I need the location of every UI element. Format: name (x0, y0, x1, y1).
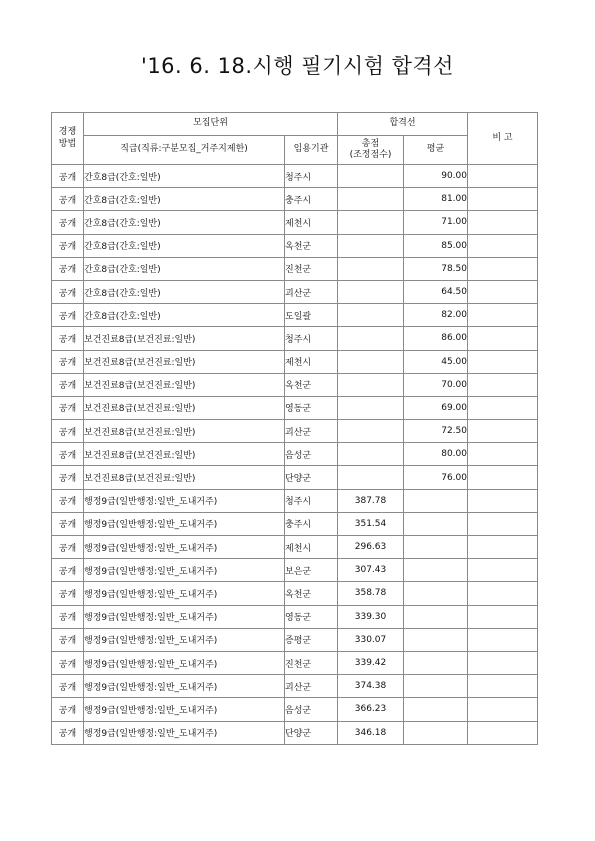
cell-average (404, 536, 468, 559)
cell-job: 행정9급(일반행정:일반_도내거주) (84, 651, 285, 674)
cell-agency: 음성군 (285, 443, 338, 466)
cell-total: 351.54 (338, 512, 404, 535)
table-row (52, 582, 538, 605)
cell-note (468, 559, 538, 582)
cell-average (404, 489, 468, 512)
cell-method: 공개 (52, 582, 84, 605)
cell-note (468, 373, 538, 396)
cell-method: 공개 (52, 698, 84, 721)
cell-job: 간호8급(간호:일반) (84, 211, 285, 234)
cell-total (338, 188, 404, 211)
cell-total (338, 420, 404, 443)
cell-total: 366.23 (338, 698, 404, 721)
cell-method: 공개 (52, 628, 84, 651)
cell-average (404, 675, 468, 698)
header-method-line1: 경쟁 (58, 127, 77, 138)
table-row (52, 373, 538, 396)
cell-agency: 영동군 (285, 396, 338, 419)
cell-method: 공개 (52, 651, 84, 674)
cell-method: 공개 (52, 489, 84, 512)
cell-agency: 증평군 (285, 628, 338, 651)
cell-total (338, 234, 404, 257)
cell-agency: 청주시 (285, 489, 338, 512)
cell-note (468, 489, 538, 512)
cell-average (404, 628, 468, 651)
header-cutoff: 합격선 (338, 113, 468, 136)
cell-total (338, 327, 404, 350)
cell-average: 71.00 (404, 211, 468, 234)
cell-agency: 청주시 (285, 165, 338, 188)
cell-method: 공개 (52, 443, 84, 466)
table-row (52, 188, 538, 211)
table-row (52, 605, 538, 628)
cell-job: 보건진료8급(보건진료:일반) (84, 350, 285, 373)
table-row (52, 675, 538, 698)
cell-agency: 음성군 (285, 698, 338, 721)
header-agency: 임용기관 (285, 136, 338, 165)
cell-job: 행정9급(일반행정:일반_도내거주) (84, 512, 285, 535)
header-total-line1: 총점 (361, 138, 380, 149)
cell-total: 374.38 (338, 675, 404, 698)
cell-job: 행정9급(일반행정:일반_도내거주) (84, 675, 285, 698)
cell-method: 공개 (52, 605, 84, 628)
cell-agency: 괴산군 (285, 675, 338, 698)
cell-method: 공개 (52, 211, 84, 234)
cell-total (338, 257, 404, 280)
table-row (52, 420, 538, 443)
cell-method: 공개 (52, 721, 84, 744)
cell-method: 공개 (52, 559, 84, 582)
cell-average: 69.00 (404, 396, 468, 419)
cell-job: 보건진료8급(보건진료:일반) (84, 396, 285, 419)
cell-method: 공개 (52, 304, 84, 327)
cell-total: 339.30 (338, 605, 404, 628)
cell-note (468, 420, 538, 443)
cell-method: 공개 (52, 536, 84, 559)
table-row (52, 304, 538, 327)
cell-job: 행정9급(일반행정:일반_도내거주) (84, 721, 285, 744)
table-row (52, 327, 538, 350)
cell-note (468, 327, 538, 350)
cell-total: 330.07 (338, 628, 404, 651)
cell-total: 307.43 (338, 559, 404, 582)
cell-average (404, 721, 468, 744)
cell-note (468, 675, 538, 698)
cell-total (338, 350, 404, 373)
cell-total (338, 211, 404, 234)
table-row (52, 698, 538, 721)
cell-average: 85.00 (404, 234, 468, 257)
cell-agency: 옥천군 (285, 234, 338, 257)
cell-job: 행정9급(일반행정:일반_도내거주) (84, 536, 285, 559)
cell-job: 행정9급(일반행정:일반_도내거주) (84, 559, 285, 582)
cell-average (404, 559, 468, 582)
table-row (52, 280, 538, 303)
cell-average (404, 512, 468, 535)
cell-agency: 단양군 (285, 466, 338, 489)
cell-note (468, 350, 538, 373)
cell-note (468, 188, 538, 211)
cell-method: 공개 (52, 396, 84, 419)
cell-job: 행정9급(일반행정:일반_도내거주) (84, 605, 285, 628)
cell-method: 공개 (52, 373, 84, 396)
cell-average (404, 605, 468, 628)
cell-agency: 옥천군 (285, 373, 338, 396)
cell-method: 공개 (52, 257, 84, 280)
cell-note (468, 211, 538, 234)
cell-note (468, 605, 538, 628)
cell-job: 간호8급(간호:일반) (84, 165, 285, 188)
header-note: 비 고 (468, 113, 538, 165)
cell-total (338, 396, 404, 419)
cell-total (338, 373, 404, 396)
cell-average: 90.00 (404, 165, 468, 188)
cell-note (468, 628, 538, 651)
cell-total: 296.63 (338, 536, 404, 559)
cell-job: 간호8급(간호:일반) (84, 304, 285, 327)
cell-note (468, 721, 538, 744)
header-method (52, 113, 84, 165)
table-row (52, 466, 538, 489)
cell-method: 공개 (52, 466, 84, 489)
cell-agency: 진천군 (285, 651, 338, 674)
cell-agency: 괴산군 (285, 280, 338, 303)
cell-average: 78.50 (404, 257, 468, 280)
cell-average: 86.00 (404, 327, 468, 350)
table-row (52, 234, 538, 257)
cell-job: 보건진료8급(보건진료:일반) (84, 373, 285, 396)
cell-note (468, 280, 538, 303)
cell-job: 보건진료8급(보건진료:일반) (84, 443, 285, 466)
cell-note (468, 512, 538, 535)
cell-total: 346.18 (338, 721, 404, 744)
cell-note (468, 443, 538, 466)
table-row (52, 559, 538, 582)
header-total (338, 136, 404, 165)
cell-total: 339.42 (338, 651, 404, 674)
header-method-line2: 방법 (58, 138, 77, 149)
header-recruit-unit: 모집단위 (84, 113, 338, 136)
cell-method: 공개 (52, 188, 84, 211)
cell-average: 45.00 (404, 350, 468, 373)
cell-job: 간호8급(간호:일반) (84, 257, 285, 280)
cell-agency: 옥천군 (285, 582, 338, 605)
cell-note (468, 466, 538, 489)
cell-average: 82.00 (404, 304, 468, 327)
cell-job: 간호8급(간호:일반) (84, 188, 285, 211)
header-total-line2: (조정점수) (349, 150, 392, 160)
cell-method: 공개 (52, 327, 84, 350)
cell-job: 보건진료8급(보건진료:일반) (84, 327, 285, 350)
cell-method: 공개 (52, 350, 84, 373)
cell-agency: 제천시 (285, 536, 338, 559)
cell-average: 81.00 (404, 188, 468, 211)
table-row (52, 721, 538, 744)
cell-job: 행정9급(일반행정:일반_도내거주) (84, 698, 285, 721)
cell-job: 행정9급(일반행정:일반_도내거주) (84, 489, 285, 512)
cell-total (338, 304, 404, 327)
table-row (52, 512, 538, 535)
cell-average (404, 698, 468, 721)
table-row (52, 489, 538, 512)
table-row (52, 651, 538, 674)
cell-note (468, 396, 538, 419)
table-row (52, 211, 538, 234)
table-row (52, 536, 538, 559)
cell-method: 공개 (52, 165, 84, 188)
table-row (52, 443, 538, 466)
cell-note (468, 651, 538, 674)
cell-note (468, 257, 538, 280)
cell-note (468, 165, 538, 188)
table-row (52, 350, 538, 373)
cell-method: 공개 (52, 512, 84, 535)
cell-note (468, 234, 538, 257)
header-job: 직급(직류:구분모집_거주지제한) (84, 136, 285, 165)
cell-total: 387.78 (338, 489, 404, 512)
cell-total (338, 280, 404, 303)
cell-job: 보건진료8급(보건진료:일반) (84, 466, 285, 489)
cell-agency: 제천시 (285, 350, 338, 373)
table-row (52, 628, 538, 651)
cell-average (404, 651, 468, 674)
cell-agency: 보은군 (285, 559, 338, 582)
cell-method: 공개 (52, 280, 84, 303)
cell-total (338, 466, 404, 489)
cell-agency: 충주시 (285, 188, 338, 211)
cell-average: 64.50 (404, 280, 468, 303)
cell-job: 행정9급(일반행정:일반_도내거주) (84, 628, 285, 651)
table-row (52, 257, 538, 280)
table-body (52, 165, 538, 745)
cell-agency: 충주시 (285, 512, 338, 535)
cell-total: 358.78 (338, 582, 404, 605)
cell-job: 행정9급(일반행정:일반_도내거주) (84, 582, 285, 605)
cell-average (404, 582, 468, 605)
cell-method: 공개 (52, 675, 84, 698)
cell-method: 공개 (52, 234, 84, 257)
cell-note (468, 304, 538, 327)
cell-average: 76.00 (404, 466, 468, 489)
cell-agency: 영동군 (285, 605, 338, 628)
table-row (52, 165, 538, 188)
cell-agency: 단양군 (285, 721, 338, 744)
cell-note (468, 582, 538, 605)
cell-note (468, 698, 538, 721)
cell-total (338, 443, 404, 466)
cell-job: 보건진료8급(보건진료:일반) (84, 420, 285, 443)
cell-job: 간호8급(간호:일반) (84, 234, 285, 257)
cell-method: 공개 (52, 420, 84, 443)
cell-job: 간호8급(간호:일반) (84, 280, 285, 303)
header-average: 평균 (404, 136, 468, 165)
cell-average: 70.00 (404, 373, 468, 396)
cell-average: 80.00 (404, 443, 468, 466)
cell-average: 72.50 (404, 420, 468, 443)
cell-note (468, 536, 538, 559)
cell-agency: 진천군 (285, 257, 338, 280)
table-row (52, 396, 538, 419)
cell-agency: 도일괄 (285, 304, 338, 327)
cutoff-table (51, 112, 538, 745)
cell-agency: 제천시 (285, 211, 338, 234)
cell-agency: 괴산군 (285, 420, 338, 443)
cell-total (338, 165, 404, 188)
page-title: '16. 6. 18.시행 필기시험 합격선 (141, 54, 454, 78)
cell-agency: 청주시 (285, 327, 338, 350)
